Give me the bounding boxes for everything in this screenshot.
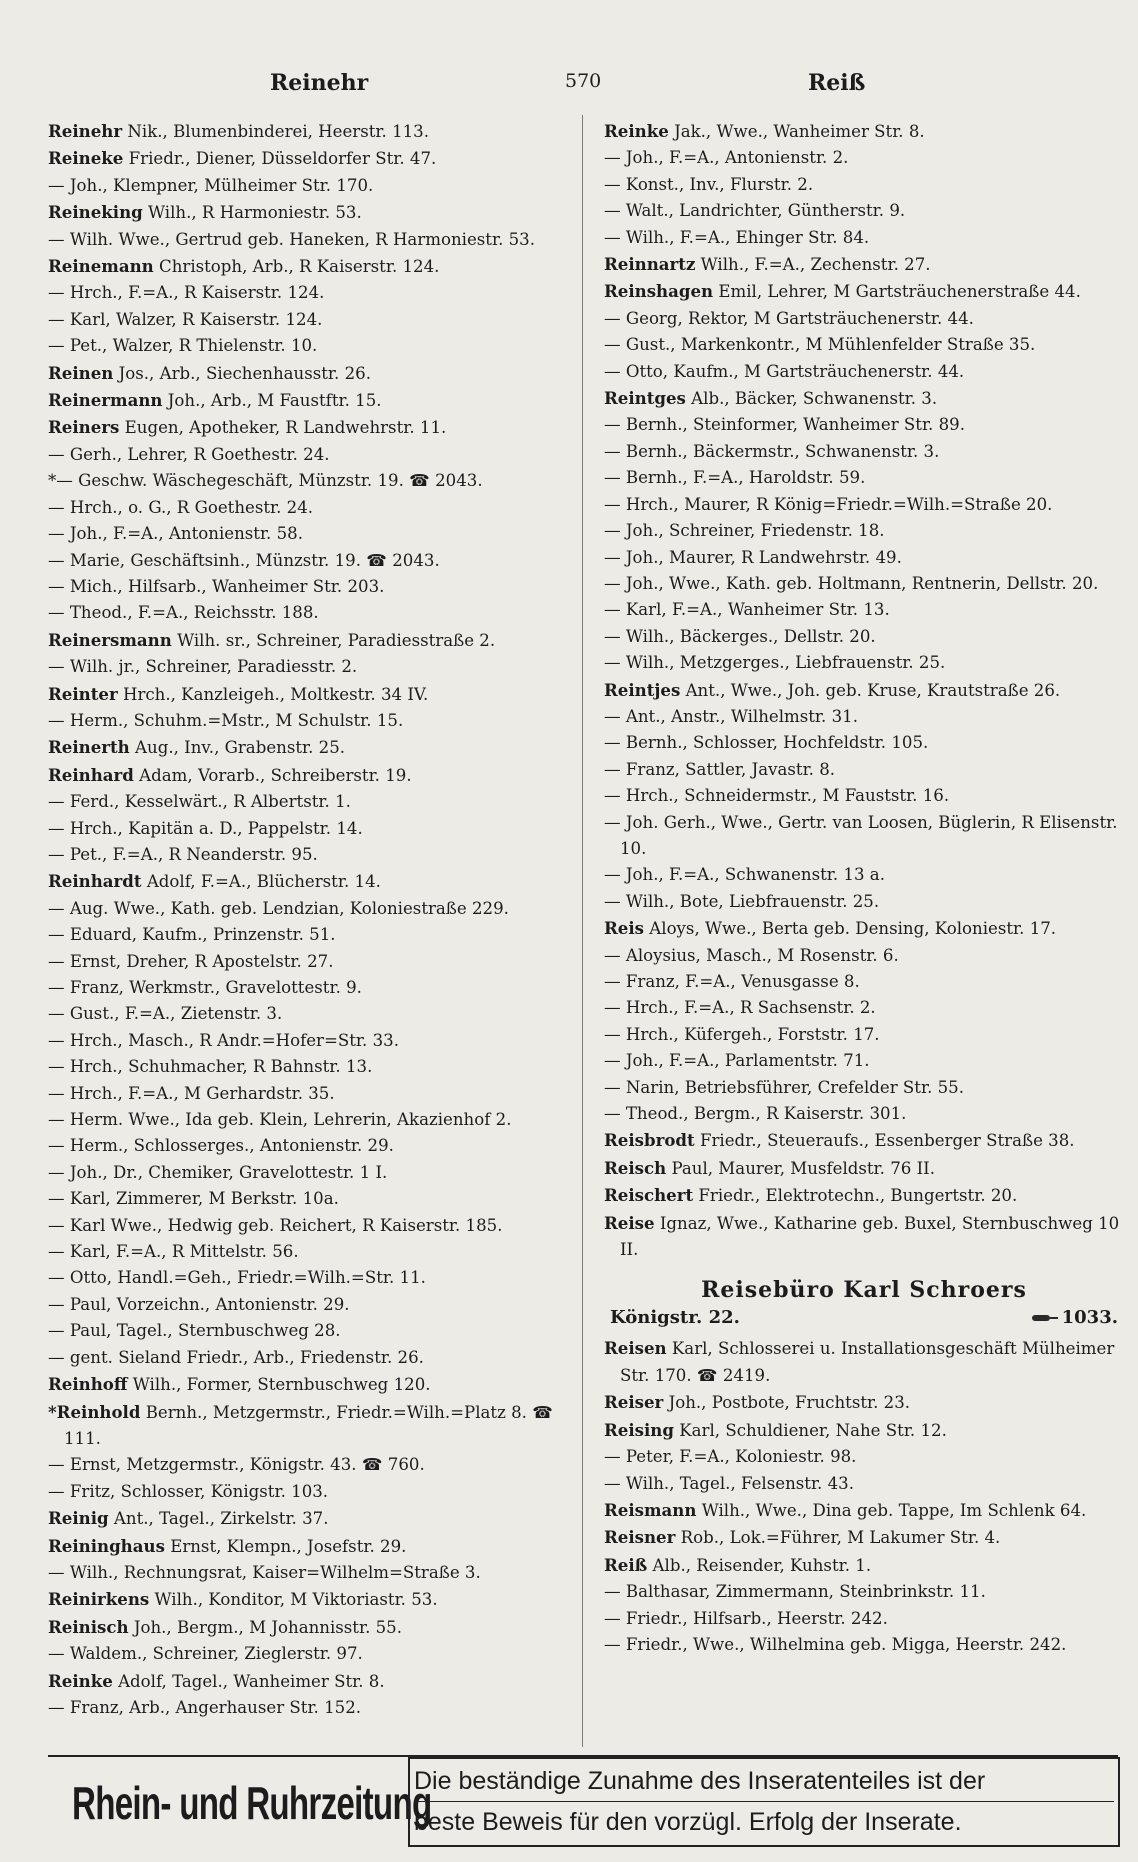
- directory-entry: [604, 385, 1124, 412]
- entry-details: — Hrch., Masch., R Andr.=Hofer=Str. 33.: [48, 1030, 399, 1050]
- entry-surname: Reising: [604, 1419, 674, 1440]
- directory-entry: [604, 889, 1124, 915]
- entry-surname: Reinehr: [48, 121, 123, 141]
- entry-details: — Franz, Sattler, Javastr. 8.: [604, 759, 836, 779]
- entry-details: Adam, Vorarb., Schreiberstr. 19.: [139, 765, 412, 785]
- entry-details: Joh., Postbote, Fruchtstr. 23.: [668, 1393, 911, 1413]
- directory-entry: [604, 465, 1124, 491]
- entry-surname: Reininghaus: [48, 1535, 165, 1556]
- entry-surname: Reinke: [604, 121, 669, 141]
- entry-details: Nik., Blumenbinderei, Heerstr. 113.: [127, 122, 430, 141]
- directory-entry: [48, 762, 576, 789]
- directory-entry: [48, 1318, 576, 1344]
- directory-entry: [604, 145, 1124, 171]
- entry-details: Bernh., Metzgermstr., Friedr.=Wilh.=Platz 8. ☎ 111.: [64, 1402, 553, 1448]
- directory-entry: [604, 783, 1124, 809]
- entry-details: — Gust., F.=A., Zietenstr. 3.: [48, 1004, 283, 1024]
- directory-entry: [48, 521, 576, 547]
- directory-entry: [604, 412, 1124, 438]
- right-column: [604, 118, 1124, 1658]
- entry-surname: Reinig: [48, 1508, 109, 1529]
- entry-details: — Aloysius, Masch., M Rosenstr. 6.: [604, 945, 899, 965]
- directory-entry: [48, 868, 576, 895]
- entry-details: — Friedr., Hilfsarb., Heerstr. 242.: [604, 1608, 888, 1628]
- entry-surname: Reinisch: [48, 1616, 129, 1637]
- directory-entry: [604, 624, 1124, 650]
- directory-entry: [604, 1606, 1124, 1632]
- entry-details: — Hrch., Schneidermstr., M Fauststr. 16.: [604, 786, 950, 806]
- directory-entry: [604, 1127, 1124, 1154]
- directory-entry: [604, 1471, 1124, 1497]
- directory-entry: [48, 253, 576, 280]
- directory-entry: [604, 1444, 1124, 1470]
- directory-entry: [48, 627, 576, 654]
- entry-surname: Reinermann: [48, 390, 163, 411]
- directory-entry: [604, 1182, 1124, 1209]
- entry-details: — Hrch., F.=A., M Gerhardstr. 35.: [48, 1083, 335, 1103]
- entry-details: — Wilh., Bäckerges., Dellstr. 20.: [604, 626, 876, 646]
- entry-details: — Joh., F.=A., Antonienstr. 58.: [48, 524, 303, 544]
- directory-entry: [48, 1054, 576, 1080]
- directory-entry: [604, 597, 1124, 623]
- right-column-bottom: [604, 1335, 1124, 1658]
- entry-details: — Gerh., Lehrer, R Goethestr. 24.: [48, 444, 330, 464]
- entry-details: — Karl, F.=A., R Mittelstr. 56.: [48, 1242, 299, 1262]
- entry-surname: Reiser: [604, 1392, 664, 1413]
- entry-details: — Hrch., Kapitän a. D., Pappelstr. 14.: [48, 818, 363, 838]
- directory-entry: [48, 896, 576, 922]
- footer-line-1: Die beständige Zunahme des Inseratenteiles ist der: [414, 1761, 1114, 1802]
- entry-details: — Marie, Geschäftsinh., Münzstr. 19. ☎ 2043.: [48, 550, 440, 570]
- directory-entry: [48, 1399, 576, 1453]
- directory-entry: [604, 730, 1124, 756]
- directory-entry: [48, 199, 576, 226]
- directory-entry: [48, 975, 576, 1001]
- entry-details: — Bernh., F.=A., Haroldstr. 59.: [604, 468, 866, 488]
- entry-details: Jak., Wwe., Wanheimer Str. 8.: [674, 122, 925, 141]
- entry-details: Karl, Schuldiener, Nahe Str. 12.: [679, 1420, 947, 1440]
- directory-entry: [604, 757, 1124, 783]
- entry-details: — Franz, Arb., Angerhauser Str. 152.: [48, 1697, 362, 1717]
- directory-entry: [48, 145, 576, 172]
- directory-entry: [604, 1552, 1124, 1579]
- entry-surname: Reisbrodt: [604, 1130, 695, 1151]
- entry-details: — Herm. Wwe., Ida geb. Klein, Lehrerin, Akazienhof 2.: [48, 1110, 512, 1130]
- entry-details: — Pet., Walzer, R Thielenstr. 10.: [48, 336, 318, 356]
- advert-phone-group: [1032, 1305, 1118, 1331]
- directory-entry: [604, 862, 1124, 888]
- directory-entry: [48, 734, 576, 761]
- entry-details: — gent. Sieland Friedr., Arb., Friedenstr. 26.: [48, 1347, 424, 1367]
- left-column: [48, 118, 576, 1721]
- entry-details: Emil, Lehrer, M Gartsträuchenerstraße 44.: [718, 282, 1081, 302]
- directory-entry: [604, 1075, 1124, 1101]
- directory-entry: [48, 789, 576, 815]
- entry-surname: Reinen: [48, 362, 114, 383]
- directory-entry: [48, 1586, 576, 1613]
- entry-details: — Joh., F.=A., Schwanenstr. 13 a.: [604, 865, 885, 885]
- directory-entry: [48, 414, 576, 441]
- footer-advert: [48, 1755, 1118, 1849]
- entry-details: — Bernh., Schlosser, Hochfeldstr. 105.: [604, 733, 929, 753]
- directory-entry: [48, 333, 576, 359]
- entry-details: — Otto, Kaufm., M Gartsträuchenerstr. 44.: [604, 361, 965, 381]
- entry-surname: Reineking: [48, 202, 143, 223]
- directory-entry: [604, 1579, 1124, 1605]
- footer-line-2: beste Beweis für den vorzügl. Erfolg der Inserate.: [414, 1808, 962, 1836]
- advert-title: Reisebüro Karl Schroers: [701, 1277, 1027, 1304]
- advertisement: [604, 1275, 1124, 1331]
- column-divider: [582, 115, 583, 1747]
- directory-entry: [604, 995, 1124, 1021]
- directory-entry: [48, 1533, 576, 1560]
- footer-text: [414, 1761, 1114, 1842]
- entry-details: — Karl, Walzer, R Kaiserstr. 124.: [48, 309, 323, 329]
- directory-entry: [48, 1505, 576, 1532]
- directory-entry: [48, 1479, 576, 1505]
- entry-details: Jos., Arb., Siechenhausstr. 26.: [118, 363, 371, 383]
- directory-entry: [604, 1048, 1124, 1074]
- entry-details: — Ernst, Metzgermstr., Königstr. 43. ☎ 760.: [48, 1455, 425, 1475]
- entry-details: — Karl, F.=A., Wanheimer Str. 13.: [604, 600, 890, 620]
- directory-entry: [604, 332, 1124, 358]
- entry-details: — Mich., Hilfsarb., Wanheimer Str. 203.: [48, 576, 385, 596]
- entry-details: Ant., Tagel., Zirkelstr. 37.: [113, 1509, 329, 1529]
- entry-details: Eugen, Apotheker, R Landwehrstr. 11.: [124, 418, 447, 438]
- entry-details: — Fritz, Schlosser, Königstr. 103.: [48, 1481, 329, 1501]
- entry-details: Ignaz, Wwe., Katharine geb. Buxel, Sternbuschweg 10 II.: [620, 1213, 1120, 1260]
- entry-details: — Paul, Vorzeichn., Antonienstr. 29.: [48, 1294, 350, 1314]
- entry-details: Adolf, Tagel., Wanheimer Str. 8.: [118, 1671, 385, 1691]
- entry-details: — Franz, F.=A., Venusgasse 8.: [604, 972, 860, 991]
- entry-details: — Friedr., Wwe., Wilhelmina geb. Migga, Heerstr. 242.: [604, 1634, 1067, 1654]
- directory-entry: [48, 1641, 576, 1667]
- entry-surname: Reintjes: [604, 679, 681, 700]
- directory-entry: [48, 1265, 576, 1291]
- directory-entry: [48, 1186, 576, 1212]
- directory-entry: [604, 704, 1124, 730]
- entry-details: — Hrch., Maurer, R König=Friedr.=Wilh.=Straße 20.: [604, 494, 1053, 514]
- directory-entry: [48, 1133, 576, 1159]
- directory-entry: [48, 1001, 576, 1027]
- entry-details: — Karl, Zimmerer, M Berkstr. 10a.: [48, 1189, 339, 1209]
- directory-entry: [604, 1389, 1124, 1416]
- directory-entry: [604, 1155, 1124, 1182]
- entry-details: *— Geschw. Wäschegeschäft, Münzstr. 19. ☎ 2043.: [48, 471, 483, 491]
- entry-details: — Walt., Landrichter, Güntherstr. 9.: [604, 201, 906, 221]
- entry-details: — Narin, Betriebsführer, Crefelder Str. 55.: [604, 1077, 965, 1097]
- directory-entry: [604, 1210, 1124, 1264]
- entry-surname: Reisen: [604, 1338, 667, 1359]
- entry-surname: Reinemann: [48, 256, 154, 277]
- directory-entry: [604, 1632, 1124, 1658]
- entry-details: — Karl Wwe., Hedwig geb. Reichert, R Kaiserstr. 185.: [48, 1215, 503, 1235]
- directory-entry: [604, 650, 1124, 676]
- entry-details: — Joh., Schreiner, Friedenstr. 18.: [604, 521, 885, 541]
- entry-details: Aloys, Wwe., Berta geb. Densing, Koloniestr. 17.: [649, 919, 1057, 939]
- entry-details: — Joh., F.=A., Parlamentstr. 71.: [604, 1051, 870, 1071]
- entry-details: — Hrch., F.=A., R Sachsenstr. 2.: [604, 998, 876, 1018]
- directory-entry: [48, 1371, 576, 1398]
- advert-line: [604, 1305, 1124, 1331]
- directory-entry: [48, 1292, 576, 1318]
- directory-entry: [604, 545, 1124, 571]
- entry-surname: Reismann: [604, 1499, 697, 1520]
- directory-entry: [48, 1345, 576, 1371]
- directory-entry: [48, 654, 576, 680]
- directory-entry: [48, 118, 576, 145]
- entry-details: — Joh., Klempner, Mülheimer Str. 170.: [48, 175, 374, 195]
- entry-details: — Wilh. jr., Schreiner, Paradiesstr. 2.: [48, 657, 358, 677]
- entry-details: — Joh., Maurer, R Landwehrstr. 49.: [604, 547, 902, 567]
- directory-entry: [48, 548, 576, 574]
- entry-details: Paul, Maurer, Musfeldstr. 76 II.: [671, 1158, 935, 1178]
- directory-entry: [48, 307, 576, 333]
- entry-details: — Paul, Tagel., Sternbuschweg 28.: [48, 1321, 341, 1341]
- entry-details: — Eduard, Kaufm., Prinzenstr. 51.: [48, 925, 336, 945]
- entry-details: Wilh., Konditor, M Viktoriastr. 53.: [154, 1590, 438, 1610]
- directory-entry: [48, 600, 576, 626]
- directory-entry: [48, 1160, 576, 1186]
- directory-entry: [48, 360, 576, 387]
- entry-details: — Ant., Anstr., Wilhelmstr. 31.: [604, 706, 858, 726]
- entry-details: — Wilh., Tagel., Felsenstr. 43.: [604, 1473, 854, 1493]
- directory-entry: [48, 949, 576, 975]
- entry-surname: Reinshagen: [604, 281, 714, 302]
- entry-surname: Reiß: [604, 1554, 648, 1575]
- directory-entry: [604, 492, 1124, 518]
- directory-entry: [48, 495, 576, 521]
- entry-surname: Reinter: [48, 683, 118, 704]
- entry-details: Karl, Schlosserei u. Installationsgeschäft Mülheimer Str. 170. ☎ 2419.: [620, 1339, 1115, 1385]
- entry-details: Wilh. sr., Schreiner, Paradiesstraße 2.: [177, 630, 496, 650]
- directory-entry: [604, 969, 1124, 995]
- entry-surname: Reinhoff: [48, 1374, 128, 1395]
- entry-details: — Peter, F.=A., Koloniestr. 98.: [604, 1447, 857, 1467]
- entry-surname: Reinirkens: [48, 1589, 150, 1610]
- entry-details: — Otto, Handl.=Geh., Friedr.=Wilh.=Str. 11.: [48, 1268, 426, 1288]
- entry-details: — Balthasar, Zimmermann, Steinbrinkstr. 11.: [604, 1582, 986, 1602]
- directory-entry: [604, 306, 1124, 332]
- entry-details: — Ernst, Dreher, R Apostelstr. 27.: [48, 951, 334, 971]
- entry-details: Adolf, F.=A., Blücherstr. 14.: [146, 872, 381, 892]
- entry-details: — Hrch., Schuhmacher, R Bahnstr. 13.: [48, 1057, 373, 1077]
- entry-details: — Wilh., Rechnungsrat, Kaiser=Wilhelm=Straße 3.: [48, 1562, 481, 1582]
- directory-entry: [48, 1213, 576, 1239]
- directory-entry: [604, 439, 1124, 465]
- directory-entry: [48, 227, 576, 253]
- directory-entry: [48, 1695, 576, 1721]
- entry-details: Alb., Reisender, Kuhstr. 1.: [652, 1555, 872, 1575]
- directory-entry: [604, 1022, 1124, 1048]
- entry-details: — Aug. Wwe., Kath. geb. Lendzian, Koloniestraße 229.: [48, 898, 509, 918]
- directory-entry: [48, 681, 576, 708]
- directory-entry: [604, 1417, 1124, 1444]
- directory-entry: [604, 1335, 1124, 1389]
- directory-entry: [604, 251, 1124, 278]
- entry-details: Friedr., Steueraufs., Essenberger Straße 38.: [699, 1131, 1075, 1151]
- entry-details: — Herm., Schuhm.=Mstr., M Schulstr. 15.: [48, 710, 404, 730]
- entry-details: Wilh., Former, Sternbuschweg 120.: [132, 1375, 431, 1395]
- entry-surname: *Reinhold: [48, 1401, 141, 1422]
- directory-entry: [48, 1081, 576, 1107]
- entry-details: — Ferd., Kesselwärt., R Albertstr. 1.: [48, 792, 351, 812]
- entry-details: Joh., Bergm., M Johannisstr. 55.: [133, 1617, 403, 1637]
- entry-details: — Waldem., Schreiner, Zieglerstr. 97.: [48, 1644, 363, 1664]
- entry-details: — Joh., F.=A., Antonienstr. 2.: [604, 148, 849, 168]
- entry-details: Ant., Wwe., Joh. geb. Kruse, Krautstraße 26.: [685, 680, 1061, 700]
- directory-entry: [604, 172, 1124, 198]
- entry-details: — Konst., Inv., Flurstr. 2.: [604, 174, 814, 194]
- directory-entry: [604, 359, 1124, 385]
- entry-details: — Gust., Markenkontr., M Mühlenfelder Straße 35.: [604, 335, 1036, 355]
- entry-details: — Franz, Werkmstr., Gravelottestr. 9.: [48, 978, 362, 997]
- directory-entry: [604, 1524, 1124, 1551]
- entry-surname: Reisch: [604, 1157, 667, 1178]
- entry-details: — Bernh., Steinformer, Wanheimer Str. 89.: [604, 415, 965, 435]
- directory-entry: [48, 173, 576, 199]
- entry-details: Wilh., R Harmoniestr. 53.: [148, 203, 362, 223]
- entry-details: — Wilh., Bote, Liebfrauenstr. 25.: [604, 891, 880, 911]
- right-column-top: [604, 118, 1124, 1263]
- directory-entry: [48, 442, 576, 468]
- directory-entry: [604, 810, 1124, 863]
- directory-entry: [48, 708, 576, 734]
- entry-surname: Reinerth: [48, 737, 130, 758]
- entry-details: Hrch., Kanzleigeh., Moltkestr. 34 IV.: [122, 684, 429, 704]
- directory-entry: [604, 943, 1124, 969]
- entry-details: — Hrch., o. G., R Goethestr. 24.: [48, 497, 314, 517]
- directory-entry: [48, 280, 576, 306]
- directory-entry: [604, 198, 1124, 224]
- entry-details: Christoph, Arb., R Kaiserstr. 124.: [159, 257, 440, 277]
- directory-entry: [604, 225, 1124, 251]
- entry-details: — Bernh., Bäckermstr., Schwanenstr. 3.: [604, 441, 940, 461]
- directory-entry: [48, 387, 576, 414]
- entry-details: — Hrch., Küfergeh., Forststr. 17.: [604, 1024, 880, 1044]
- entry-details: — Wilh., F.=A., Ehinger Str. 84.: [604, 227, 870, 247]
- entry-details: — Pet., F.=A., R Neanderstr. 95.: [48, 844, 318, 864]
- directory-entry: [48, 1107, 576, 1133]
- entry-surname: Reischert: [604, 1185, 694, 1206]
- entry-surname: Reinhard: [48, 764, 134, 785]
- directory-entry: [604, 1101, 1124, 1127]
- directory-entry: [48, 1614, 576, 1641]
- entry-surname: Reisner: [604, 1527, 676, 1548]
- directory-entry: [604, 118, 1124, 145]
- directory-entry: [604, 571, 1124, 597]
- entry-surname: Reiners: [48, 417, 120, 438]
- entry-surname: Reinke: [48, 1670, 113, 1691]
- directory-entry: [48, 1452, 576, 1478]
- directory-entry: [604, 915, 1124, 942]
- entry-details: — Theod., F.=A., Reichsstr. 188.: [48, 603, 319, 623]
- directory-entry: [48, 1560, 576, 1586]
- entry-details: Wilh., Wwe., Dina geb. Tappe, Im Schlenk 64.: [701, 1500, 1087, 1520]
- entry-details: — Joh., Dr., Chemiker, Gravelottestr. 1 I.: [48, 1162, 388, 1182]
- running-header-left: Reinehr: [270, 70, 369, 96]
- entry-details: — Georg, Rektor, M Gartsträuchenerstr. 44.: [604, 308, 974, 328]
- entry-surname: Reinnartz: [604, 254, 696, 275]
- entry-details: Friedr., Diener, Düsseldorfer Str. 47.: [128, 149, 437, 169]
- directory-entry: [604, 677, 1124, 704]
- entry-surname: Reise: [604, 1212, 655, 1233]
- directory-entry: [604, 278, 1124, 305]
- entry-details: — Joh. Gerh., Wwe., Gertr. van Loosen, Büglerin, R Elisenstr. 10.: [604, 812, 1118, 858]
- entry-details: — Wilh. Wwe., Gertrud geb. Haneken, R Harmoniestr. 53.: [48, 229, 536, 249]
- entry-details: Joh., Arb., M Faustftr. 15.: [167, 391, 382, 411]
- entry-surname: Reineke: [48, 148, 124, 169]
- advert-street: Königstr. 22.: [610, 1307, 740, 1329]
- running-header-right: Reiß: [808, 70, 866, 96]
- entry-surname: Reintges: [604, 388, 686, 409]
- entry-surname: Reinhardt: [48, 871, 142, 892]
- newspaper-logo: Rhein- und Ruhrzeitung: [72, 1777, 432, 1829]
- advert-phone: 1033.: [1061, 1307, 1118, 1329]
- entry-details: Ernst, Klempn., Josefstr. 29.: [170, 1536, 407, 1556]
- entry-details: — Hrch., F.=A., R Kaiserstr. 124.: [48, 283, 325, 303]
- entry-details: — Wilh., Metzgerges., Liebfrauenstr. 25.: [604, 653, 946, 673]
- entry-details: — Theod., Bergm., R Kaiserstr. 301.: [604, 1104, 907, 1124]
- entry-details: Wilh., F.=A., Zechenstr. 27.: [700, 255, 931, 275]
- entry-details: Rob., Lok.=Führer, M Lakumer Str. 4.: [680, 1528, 1001, 1548]
- entry-details: — Herm., Schlosserges., Antonienstr. 29.: [48, 1136, 394, 1156]
- directory-entry: [48, 1239, 576, 1265]
- directory-entry: [48, 1668, 576, 1695]
- directory-entry: [604, 518, 1124, 544]
- directory-entry: [48, 816, 576, 842]
- page-number: 570: [565, 70, 602, 92]
- directory-entry: [604, 1497, 1124, 1524]
- entry-details: Friedr., Elektrotechn., Bungertstr. 20.: [698, 1186, 1018, 1206]
- telephone-icon: [1032, 1313, 1058, 1323]
- directory-entry: [48, 1028, 576, 1054]
- entry-surname: Reinersmann: [48, 629, 172, 650]
- directory-entry: [48, 468, 576, 494]
- entry-details: — Joh., Wwe., Kath. geb. Holtmann, Rentnerin, Dellstr. 20.: [604, 573, 1099, 593]
- entry-surname: Reis: [604, 918, 644, 939]
- directory-entry: [48, 922, 576, 948]
- directory-entry: [48, 842, 576, 868]
- directory-entry: [48, 574, 576, 600]
- entry-details: Aug., Inv., Grabenstr. 25.: [135, 738, 346, 758]
- entry-details: Alb., Bäcker, Schwanenstr. 3.: [691, 389, 938, 409]
